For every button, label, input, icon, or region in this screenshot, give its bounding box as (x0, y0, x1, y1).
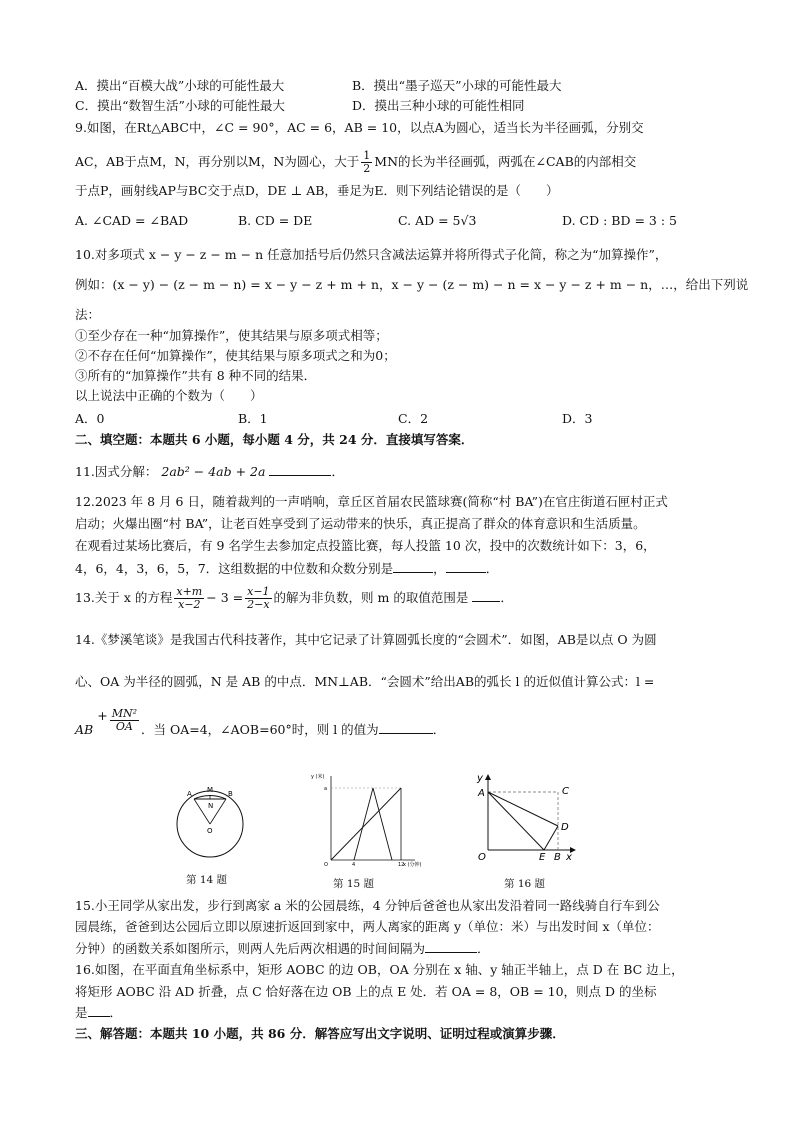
fig14-label-m: M (207, 786, 214, 794)
fig16-label-y: y (477, 773, 483, 784)
q14-plus: + (97, 708, 108, 723)
q13 (75, 586, 735, 611)
q15-end: ． (477, 941, 490, 956)
q9-half-den: 2 (363, 162, 371, 175)
q11 (75, 463, 725, 480)
q16-line-3-text: 是 (75, 1005, 88, 1020)
q15-line-3 (75, 940, 735, 957)
q13-fraction-1 (174, 586, 204, 611)
fig16-label-d: D (561, 822, 569, 833)
fig15-a-label: a (324, 786, 328, 792)
section-3-heading: 三、解答题：本题共 10 小题，共 86 分．解答应写出文字说明、证明过程或演算步骤． (75, 1026, 565, 1041)
q16-answer-blank[interactable] (88, 1004, 110, 1017)
fig16-y-arrow (485, 774, 491, 780)
q14-line-1: 14.《梦溪笔谈》是我国古代科技著作，其中它记录了计算圆弧长度的“会圆术”．如图，AB是以点 O 为圆 (75, 632, 657, 647)
q11-answer-blank[interactable] (269, 463, 331, 476)
q14-line-2: 心、OA 为半径的圆弧，N 是 AB 的中点．MN⊥AB．“会圆术”给出AB的弧长 l 的近似值计算公式：l = (75, 674, 655, 689)
q10-item-3: ③所有的“加算操作”共有 8 种不同的结果． (75, 368, 317, 383)
q15-answer-blank[interactable] (425, 940, 477, 953)
q13-f1-num: x+m (176, 585, 203, 598)
figure-14 (170, 780, 260, 875)
q9-line-2 (75, 150, 735, 175)
q13-text-a: 13.关于 x 的方程 (75, 590, 173, 605)
q9-line-3: 于点P，画射线AP与BC交于点D，DE ⊥ AB，垂足为E．则下列结论错误的是（ ） (75, 183, 559, 198)
q15-line-3-text: 分钟）的函数关系如图所示，则两人先后两次相遇的时间间隔为 (75, 941, 426, 956)
q9-option-d: D. CD : BD = 3 : 5 (562, 213, 677, 228)
q13-answer-blank[interactable] (472, 589, 500, 602)
fig14-label-o: O (207, 827, 213, 835)
q9-half-num: 1 (363, 149, 371, 162)
q9-line-1: 9.如图，在Rt△ABC中，∠C = 90°，AC = 6，AB = 10，以点A为圆心，适当长为半径画弧，分别交 (75, 120, 644, 135)
q14-ab: AB (75, 722, 94, 737)
q10-option-c: C．2 (398, 411, 429, 426)
q13-f1-den: x−2 (178, 598, 201, 611)
fig16-ed (544, 826, 558, 850)
q14-f-num: MN² (111, 707, 137, 720)
figure-16 (470, 768, 580, 868)
q16-line-2: 将矩形 AOBC 沿 AD 折叠，点 C 恰好落在边 OB 上的点 E 处．若 OA = 8，OB = 10，则点 D 的坐标 (75, 984, 657, 999)
q13-f2-num: x−1 (247, 585, 270, 598)
q11-expression: 2ab² − 4ab + 2a (161, 464, 266, 479)
q12-line-4 (75, 560, 735, 577)
figure-16-caption: 第 16 题 (504, 878, 546, 890)
q10-line-3: 法： (75, 307, 101, 322)
q12-line-4-text: 4，6，4，3，6，5，7．这组数据的中位数和众数分别是 (75, 561, 394, 576)
q12-line-1: 12.2023 年 8 月 6 日，随着裁判的一声哨响，章丘区首届农民篮球赛(简称“村 BA”)在官庄街道石匣村正式 (75, 494, 668, 509)
figure-14-caption: 第 14 题 (186, 874, 228, 886)
q9-half-fraction (361, 150, 372, 175)
q16-line-1: 16.如图，在平面直角坐标系中，矩形 AOBC 的边 OB，OA 分别在 x 轴、y 轴正半轴上，点 D 在 BC 边上， (75, 962, 684, 977)
q16-line-3 (75, 1004, 725, 1021)
q14-answer-blank[interactable] (379, 721, 433, 734)
q13-f2-den: 2−x (247, 598, 270, 611)
fig16-ae (488, 792, 544, 850)
q14-fraction (110, 708, 139, 733)
fig14-label-b: B (228, 790, 233, 798)
fig15-xiaowang-line (331, 788, 401, 860)
q10-option-d: D．3 (562, 411, 593, 426)
q10-option-b: B．1 (238, 411, 268, 426)
q12-line-2: 启动；火爆出圈“村 BA”，让老百姓享受到了运动带来的快乐，真正提高了群众的体育意识和生活质量。 (75, 516, 646, 531)
figure-15 (305, 770, 425, 870)
fig16-label-a: A (478, 788, 485, 799)
q14-f-den: OA (115, 720, 133, 733)
q9-option-a: A. ∠CAD = ∠BAD (75, 213, 189, 228)
q9-line-2a: AC，AB于点M，N，再分别以M，N为圆心，大于 (75, 154, 360, 169)
q9-line-2b: MN的长为半径画弧，两弧在∠CAB的内部相交 (374, 154, 637, 169)
fig16-label-o: O (478, 852, 486, 863)
fig14-label-n: N (208, 802, 214, 810)
q10-question: 以上说法中正确的个数为（ ） (75, 388, 263, 403)
fig15-dad-back-line (373, 788, 392, 860)
q14-end: ． (432, 722, 446, 737)
q12-median-blank[interactable] (393, 560, 433, 573)
q15-line-1: 15.小王同学从家出发，步行到离家 a 米的公园晨练，4 分钟后爸爸也从家出发沿着同一路线骑自行车到公 (75, 898, 660, 913)
q8-option-a: A．摸出“百模大战”小球的可能性最大 (75, 78, 285, 93)
q10-line-2: 例如：(x − y) − (z − m − n) = x − y − z + m + n，x − y − (z − m) − n = x − y − z + m − n，…，给出下列说 (75, 277, 749, 292)
q16-end: ． (109, 1005, 123, 1020)
fig14-label-a: A (187, 790, 192, 798)
fig16-label-e: E (539, 852, 546, 863)
q13-end: ． (500, 590, 513, 605)
fig15-tick-12: 12 (398, 862, 405, 868)
q9-option-c: C. AD = 5√3 (398, 213, 477, 228)
q14-line-3 (75, 707, 735, 743)
q8-option-d: D．摸出三种小球的可能性相同 (352, 98, 525, 113)
q10-line-1: 10.对多项式 x − y − z − m − n 任意加括号后仍然只含减法运算并将所得式子化简，称之为“加算操作”， (75, 247, 668, 262)
q13-fraction-2 (245, 586, 271, 611)
q8-option-b: B．摸出“墨子巡天”小球的可能性最大 (352, 78, 562, 93)
q12-mode-blank[interactable] (446, 560, 486, 573)
q11-label: 11.因式分解： (75, 464, 158, 479)
section-2-heading: 二、填空题：本题共 6 小题，每小题 4 分，共 24 分．直接填写答案． (75, 432, 474, 447)
fig16-label-c: C (562, 786, 569, 797)
q14-post: ．当 OA=4，∠AOB=60°时，则 l 的值为 (141, 722, 379, 737)
fig16-label-b: B (554, 852, 561, 863)
fig15-x-label: x (分钟) (403, 862, 422, 868)
fig15-dad-out-line (354, 788, 373, 860)
q15-line-2: 园晨练，爸爸到达公园后立即以原速折返回到家中，两人离家的距离 y（单位：米）与出发时间 x（单位： (75, 919, 660, 934)
q12-line-3: 在观看过某场比赛后，有 9 名学生去参加定点投篮比赛，每人投篮 10 次，投中的次数统计如下：3，6， (75, 538, 656, 553)
q12-end: ． (485, 561, 499, 576)
fig16-ad (488, 792, 558, 826)
fig15-y-label: y (米) (311, 774, 325, 780)
q13-text-b: − 3 = (206, 590, 244, 605)
q11-end: ． (331, 464, 344, 479)
q12-sep: ， (433, 561, 446, 576)
fig16-label-x: x (566, 852, 572, 863)
q9-option-b: B. CD = DE (238, 213, 313, 228)
fig15-origin-label: O (324, 862, 328, 868)
q10-item-2: ②不存在任何“加算操作”，使其结果与原多项式之和为0； (75, 348, 396, 363)
figure-15-caption: 第 15 题 (333, 878, 375, 890)
q10-option-a: A．0 (75, 411, 105, 426)
q8-option-c: C．摸出“数智生活”小球的可能性最大 (75, 98, 285, 113)
fig15-tick-4: 4 (352, 862, 356, 868)
q13-text-c: 的解为非负数，则 m 的取值范围是 (273, 590, 469, 605)
q10-item-1: ①至少存在一种“加算操作”，使其结果与原多项式相等； (75, 328, 388, 343)
